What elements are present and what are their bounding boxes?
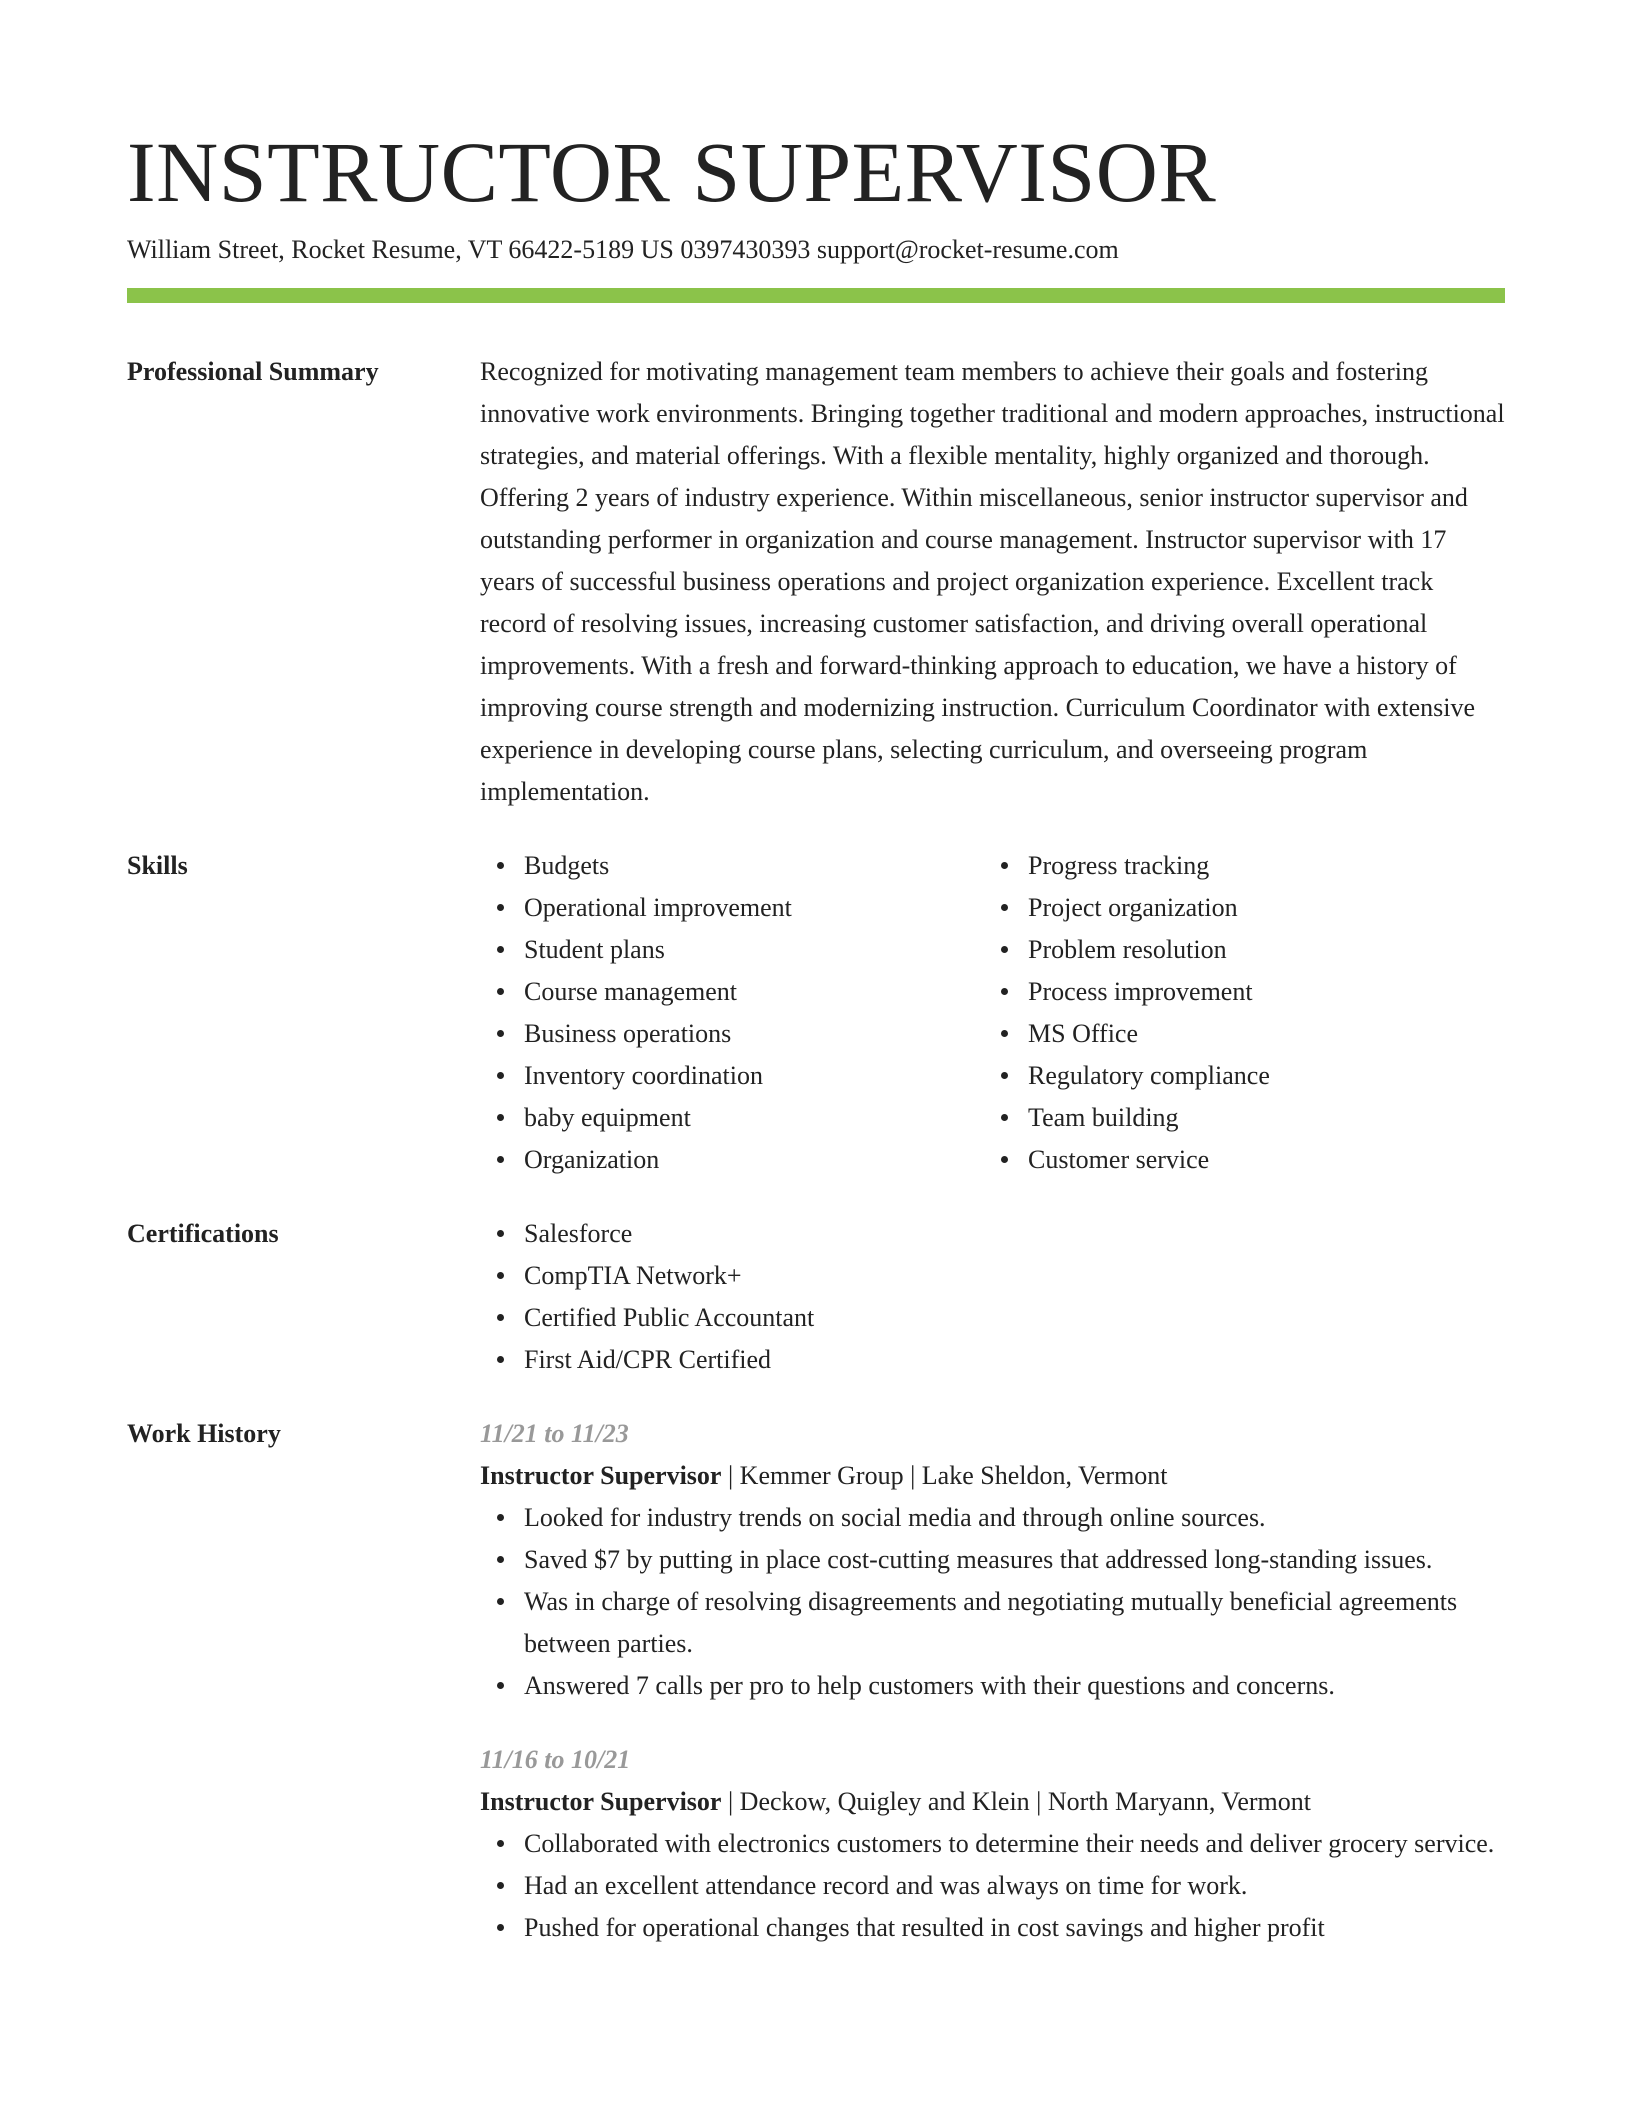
- job-heading: [480, 1781, 1505, 1823]
- resume-page: [127, 0, 1505, 1949]
- skill-item: MS Office: [1028, 1013, 1488, 1055]
- skill-item: Student plans: [524, 929, 984, 971]
- certifications-heading: Certifications: [127, 1219, 279, 1248]
- skills-section: [127, 845, 1505, 1181]
- skill-item: Problem resolution: [1028, 929, 1488, 971]
- skill-item: Operational improvement: [524, 887, 984, 929]
- skills-heading: Skills: [127, 851, 188, 880]
- work-history-heading: Work History: [127, 1419, 281, 1448]
- job-title: Instructor Supervisor: [480, 1787, 722, 1816]
- skill-item: Regulatory compliance: [1028, 1055, 1488, 1097]
- summary-heading: Professional Summary: [127, 357, 379, 386]
- certifications-section: [127, 1213, 1505, 1381]
- skill-item: Project organization: [1028, 887, 1488, 929]
- job-dates: 11/21 to 11/23: [480, 1419, 629, 1448]
- job-employer-location: | Kemmer Group | Lake Sheldon, Vermont: [721, 1461, 1168, 1490]
- job-heading: [480, 1455, 1505, 1497]
- skill-item: Customer service: [1028, 1139, 1488, 1181]
- job-bullet: Pushed for operational changes that resulted in cost savings and higher profit: [524, 1907, 1505, 1949]
- skill-item: Inventory coordination: [524, 1055, 984, 1097]
- skill-item: Budgets: [524, 845, 984, 887]
- skill-item: baby equipment: [524, 1097, 984, 1139]
- job-dates: 11/16 to 10/21: [480, 1745, 631, 1774]
- job-title: Instructor Supervisor: [480, 1461, 722, 1490]
- skill-item: Process improvement: [1028, 971, 1488, 1013]
- job-bullet: Collaborated with electronics customers to determine their needs and deliver grocery service.: [524, 1823, 1505, 1865]
- job-bullet: Had an excellent attendance record and was always on time for work.: [524, 1865, 1505, 1907]
- certification-item: CompTIA Network+: [524, 1255, 1505, 1297]
- skill-item: Organization: [524, 1139, 984, 1181]
- certification-item: First Aid/CPR Certified: [524, 1339, 1505, 1381]
- job-bullet: Looked for industry trends on social media and through online sources.: [524, 1497, 1505, 1539]
- job-entry: [480, 1413, 1505, 1707]
- job-bullet: Saved $7 by putting in place cost-cutting measures that addressed long-standing issues.: [524, 1539, 1505, 1581]
- skill-item: Team building: [1028, 1097, 1488, 1139]
- summary-text: Recognized for motivating management team members to achieve their goals and fostering innovative work environments. Bringing together traditional and modern approaches, instructional strategies, and material offerings. With a flexible mentality, highly organized and thorough. Offering 2 years of industry experience. Within miscellaneous, senior instructor supervisor and outstanding performer in organization and course management. Instructor supervisor with 17 years of successful business operations and project organization experience. Excellent track record of resolving issues, increasing customer satisfaction, and driving overall operational improvements. With a fresh and forward-thinking approach to education, we have a history of improving course strength and modernizing instruction. Curriculum Coordinator with extensive experience in developing course plans, selecting curriculum, and overseeing program implementation.: [480, 357, 1505, 806]
- job-bullet: Answered 7 calls per pro to help customers with their questions and concerns.: [524, 1665, 1505, 1707]
- skill-item: Course management: [524, 971, 984, 1013]
- certification-item: Salesforce: [524, 1213, 1505, 1255]
- skills-right-column: [984, 845, 1488, 1181]
- resume-title: INSTRUCTOR SUPERVISOR: [127, 124, 1217, 220]
- skill-item: Business operations: [524, 1013, 984, 1055]
- skills-left-column: [480, 845, 984, 1181]
- job-entry: [480, 1739, 1505, 1949]
- skill-item: Progress tracking: [1028, 845, 1488, 887]
- job-employer-location: | Deckow, Quigley and Klein | North Maryann, Vermont: [721, 1787, 1311, 1816]
- work-history-section: [127, 1413, 1505, 1949]
- contact-info: William Street, Rocket Resume, VT 66422-5189 US 0397430393 support@rocket-resume.com: [127, 235, 1119, 264]
- certification-item: Certified Public Accountant: [524, 1297, 1505, 1339]
- summary-section: [127, 351, 1505, 813]
- job-bullet: Was in charge of resolving disagreements and negotiating mutually beneficial agreements between parties.: [524, 1581, 1505, 1665]
- header-divider: [127, 288, 1505, 303]
